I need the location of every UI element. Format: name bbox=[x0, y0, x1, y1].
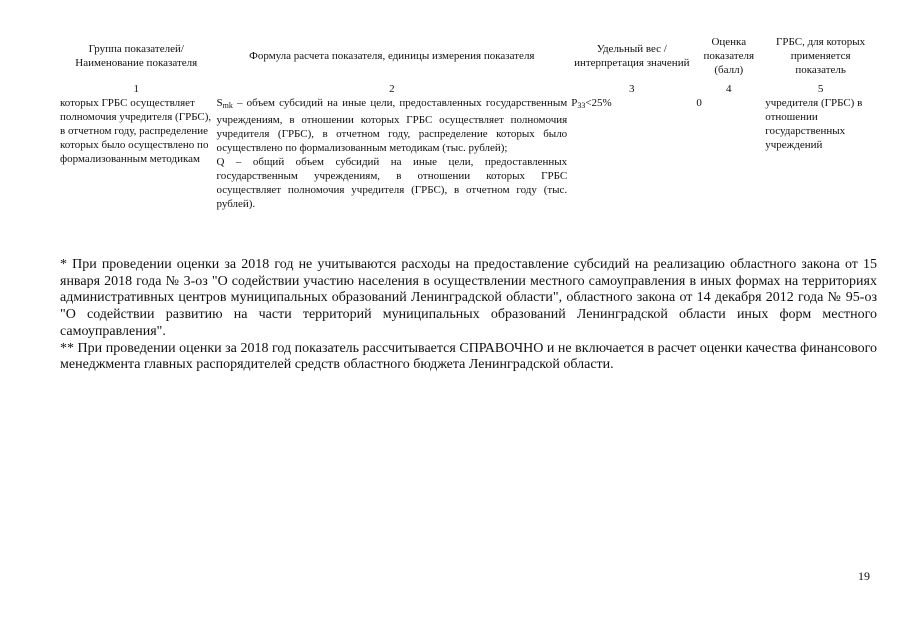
column-number: 1 bbox=[133, 82, 139, 95]
column-number: 3 bbox=[629, 82, 635, 95]
table-row bbox=[58, 96, 878, 211]
formula-smk-symbol: S bbox=[216, 97, 223, 109]
cell-grbs: учредителя (ГРБС) в отношении государственных учреждений bbox=[765, 97, 863, 151]
column-number-row bbox=[58, 81, 878, 96]
header-grbs: ГРБС, для которых применяется показатель bbox=[776, 36, 866, 76]
footnote-2: ** При проведении оценки за 2018 год показатель рассчитывается СПРАВОЧНО и не включается в расчет оценки качества финансового менеджмента главных распорядителей средств областного бюджета Ленинградской области. bbox=[60, 340, 877, 373]
column-number: 2 bbox=[389, 82, 395, 95]
formula-smk-definition bbox=[216, 96, 567, 155]
formula-smk-subscript: mk bbox=[222, 101, 233, 110]
column-number: 5 bbox=[817, 82, 824, 95]
table-header-row bbox=[58, 31, 878, 81]
formula-q-definition: Q – общий объем субсидий на иные цели, предоставленных государственным учреждениям, в отношении которых ГРБС осуществляет полномочия учредителя (ГРБС), в отчетном году (тыс. рублей). bbox=[216, 156, 568, 210]
header-weight: Удельный вес / интерпретация значений bbox=[574, 43, 690, 69]
cell-group: которых ГРБС осуществляет полномочия учредителя (ГРБС), в отчетном году, распределение которых было осуществлено по формализованным методикам bbox=[60, 97, 212, 165]
weight-subscript: 33 bbox=[577, 101, 586, 110]
column-number: 4 bbox=[726, 82, 732, 95]
footnote-1: * При проведении оценки за 2018 год не учитываются расходы на предоставление субсидий на реализацию областного закона от 15 января 2018 года № 3-оз "О содействии участию населения в осуществлении местного самоуправления в иных формах на территориях административных центров муниципальных образований Ленинградской области", областного закона от 14 декабря 2012 года № 95-оз "О содействии развитию на части территорий муниципальных образований Ленинградской области иных форм местного самоуправления". bbox=[60, 257, 877, 339]
indicator-table bbox=[58, 31, 878, 211]
header-formula: Формула расчета показателя, единицы измерения показателя bbox=[249, 50, 535, 62]
header-group: Группа показателей/ Наименование показателя bbox=[75, 43, 198, 69]
header-score: Оценка показателя (балл) bbox=[703, 36, 755, 76]
cell-score: 0 bbox=[696, 97, 702, 109]
weight-condition: <25% bbox=[585, 97, 612, 109]
page-number: 19 bbox=[858, 569, 870, 583]
weight-symbol: P bbox=[571, 97, 578, 109]
formula-smk-text: – объем субсидий на иные цели, предоставленных государственным учреждениям, в отношении которых ГРБС осуществляет полномочия учредителя (ГРБС), в отчетном году, распределение которых было осуществлено по формализованным методикам (тыс. рублей); bbox=[216, 97, 568, 154]
footnotes bbox=[60, 257, 877, 374]
cell-weight bbox=[569, 96, 694, 211]
cell-formula bbox=[214, 96, 569, 211]
